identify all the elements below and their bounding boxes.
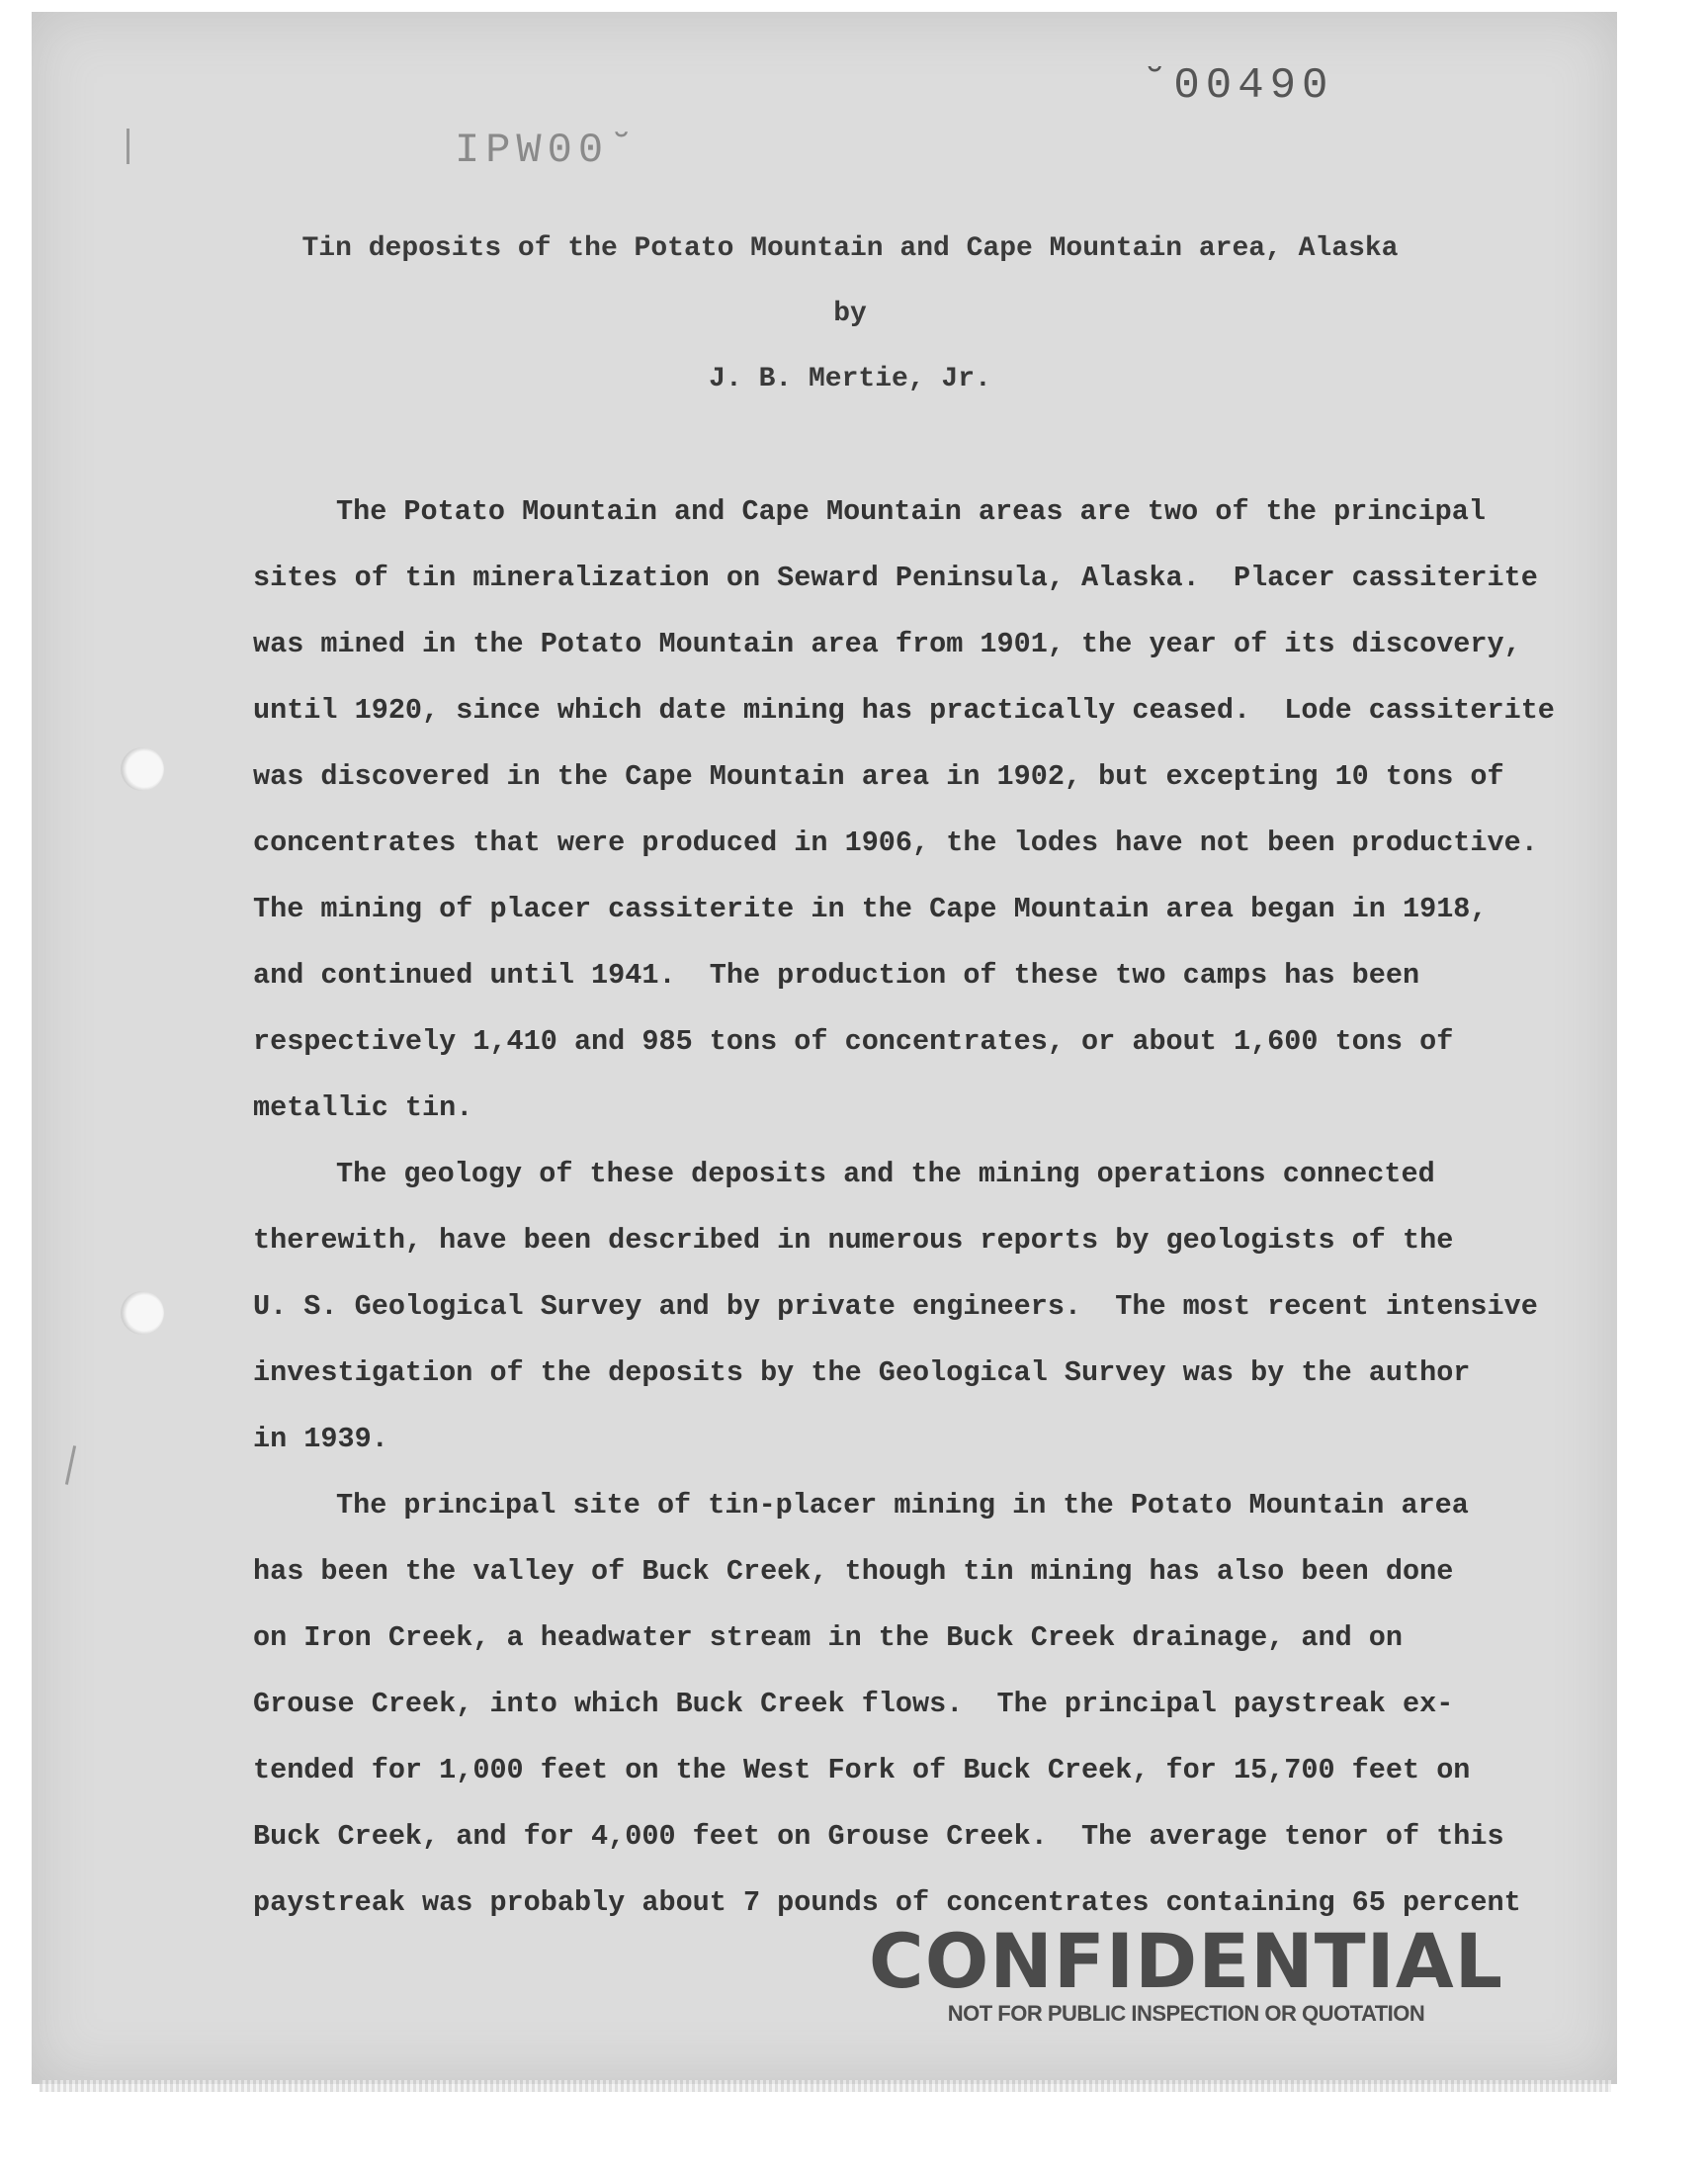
text-line: The Potato Mountain and Cape Mountain areas are two of the principal [336, 495, 1486, 528]
text-line: sites of tin mineralization on Seward Peninsula, Alaska. Placer cassiterite [253, 562, 1538, 594]
text-line: Buck Creek, and for 4,000 feet on Grouse Creek. The average tenor of this [253, 1820, 1504, 1853]
text-line: has been the valley of Buck Creek, though tin mining has also been done [253, 1555, 1454, 1588]
punch-hole [121, 747, 164, 791]
scan-mark [127, 129, 129, 164]
text-line: therewith, have been described in numerous reports by geologists of the [253, 1224, 1454, 1257]
text-line: tended for 1,000 feet on the West Fork of Buck Creek, for 15,700 feet on [253, 1754, 1471, 1786]
text-line: concentrates that were produced in 1906, the lodes have not been productive. [253, 826, 1538, 859]
confidential-label: CONFIDENTIAL [868, 1917, 1504, 2005]
confidential-stamp [811, 1917, 1562, 2027]
body-text [253, 492, 1555, 1950]
text-line: The mining of placer cassiterite in the Cape Mountain area began in 1918, [253, 893, 1488, 925]
byline-by: by [833, 299, 867, 329]
text-line: The principal site of tin-placer mining in the Potato Mountain area [336, 1489, 1469, 1522]
text-line: paystreak was probably about 7 pounds of concentrates containing 65 percent [253, 1886, 1521, 1919]
author-name: J. B. Mertie, Jr. [709, 364, 991, 394]
document-number-stamp: ˘00490 [1142, 61, 1334, 111]
text-line: investigation of the deposits by the Geological Survey was by the author [253, 1356, 1471, 1389]
punch-hole [121, 1291, 164, 1335]
text-line: in 1939. [253, 1423, 388, 1455]
text-line: The geology of these deposits and the mining operations connected [336, 1158, 1435, 1190]
text-line: was discovered in the Cape Mountain area in 1902, but excepting 10 tons of [253, 760, 1504, 793]
file-number-stamp: IPW00˘ [455, 127, 640, 174]
title-block [237, 229, 1463, 425]
text-line: until 1920, since which date mining has practically ceased. Lode cassiterite [253, 694, 1555, 727]
confidential-notice: NOT FOR PUBLIC INSPECTION OR QUOTATION [947, 2001, 1425, 2026]
text-line: on Iron Creek, a headwater stream in the Buck Creek drainage, and on [253, 1621, 1403, 1654]
text-line: respectively 1,410 and 985 tons of concentrates, or about 1,600 tons of [253, 1025, 1454, 1058]
text-line: metallic tin. [253, 1091, 473, 1124]
text-line: Grouse Creek, into which Buck Creek flows. The principal paystreak ex- [253, 1688, 1454, 1720]
text-line: and continued until 1941. The production of these two camps has been [253, 959, 1420, 992]
text-line: was mined in the Potato Mountain area from 1901, the year of its discovery, [253, 628, 1521, 660]
text-line: U. S. Geological Survey and by private engineers. The most recent intensive [253, 1290, 1538, 1323]
document-title: Tin deposits of the Potato Mountain and Cape Mountain area, Alaska [301, 233, 1399, 264]
page-edge [40, 2080, 1611, 2092]
